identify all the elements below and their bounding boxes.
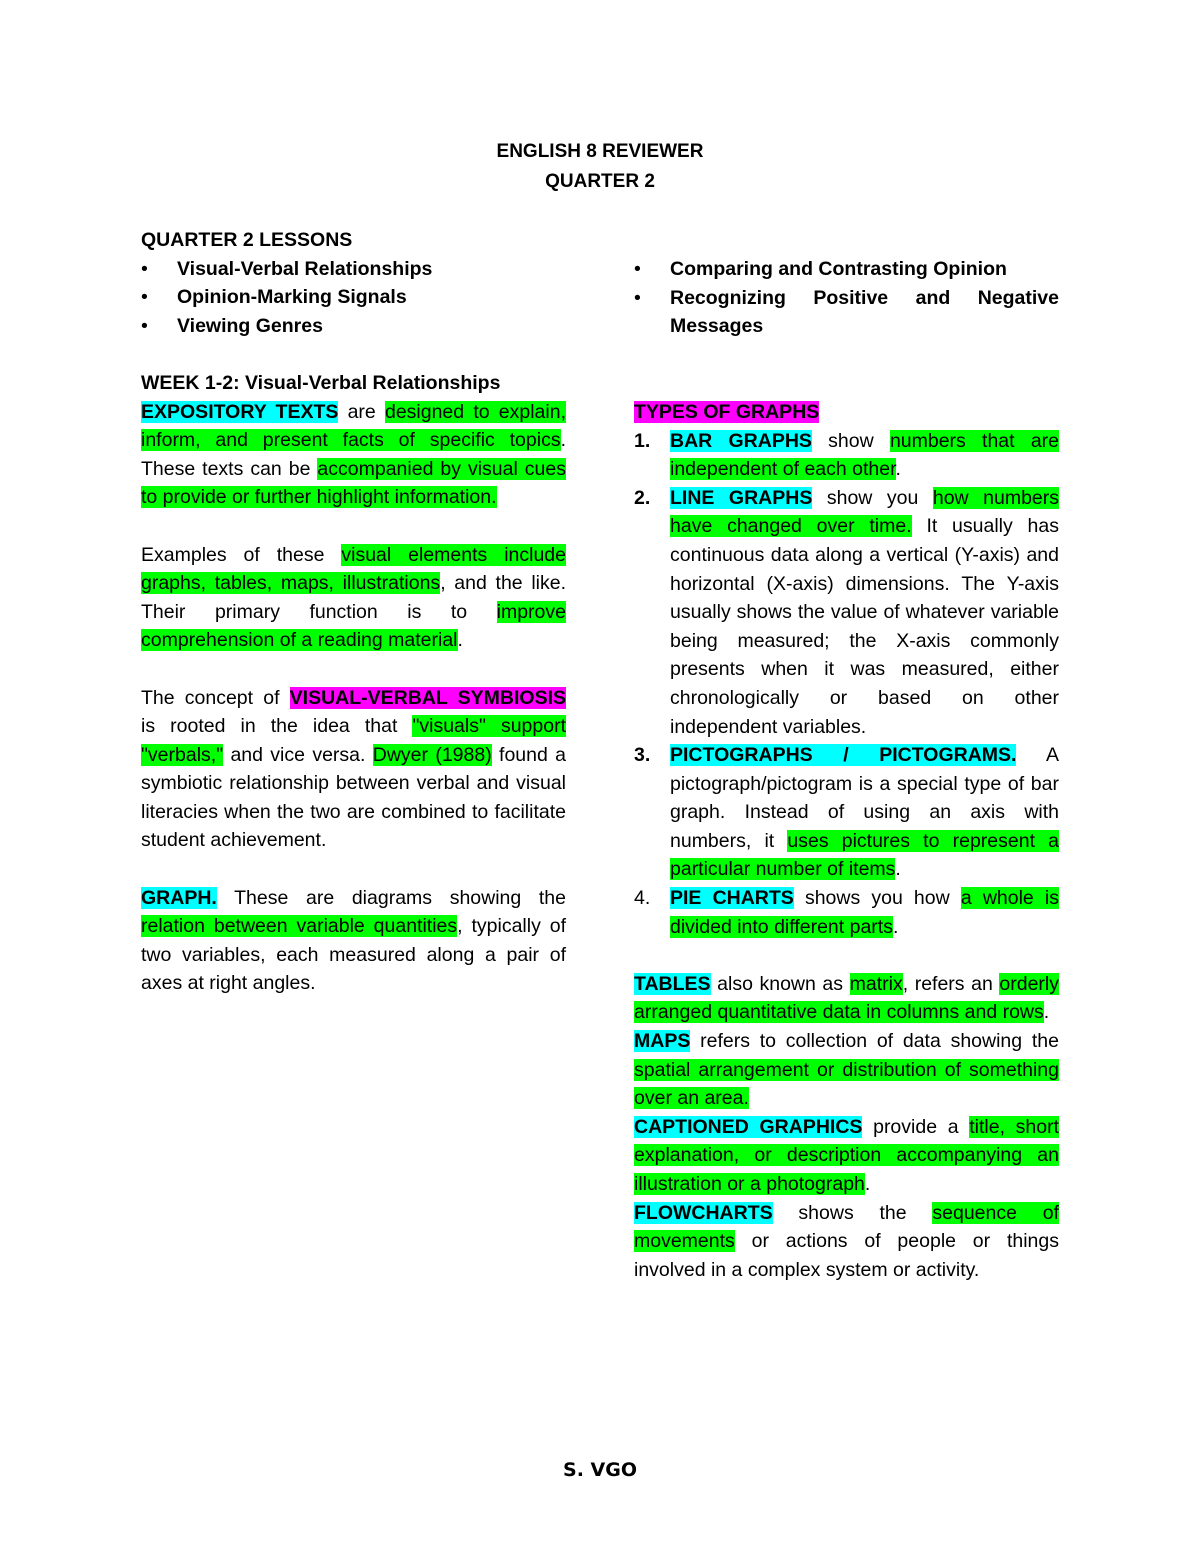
expository-paragraph: EXPOSITORY TEXTS are designed to explain, inform, and present facts of specific topics. These texts can be accompanied by visual cues to provide or further highlight information. [141,400,566,509]
highlight: numbers that are independent of each other [670,429,1059,481]
list-item: • Viewing Genres [141,312,566,341]
flowcharts-paragraph: FLOWCHARTS shows the sequence of movements or actions of people or things involved in a complex system or activity. [634,1201,1059,1281]
highlight: relation between variable quantities [141,915,458,938]
highlight: title, short explanation, or description accompanying an illustration or a photograph [634,1115,1059,1195]
term-bar-graphs: BAR GRAPHS [670,429,812,452]
document-subtitle: QUARTER 2 [545,171,655,192]
highlight: matrix [849,972,903,995]
lessons-heading: QUARTER 2 LESSONS [141,229,353,251]
highlight: how numbers have changed over time. [670,486,1060,538]
list-item-pictographs: 3. PICTOGRAPHS / PICTOGRAMS. A pictograph/pictogram is a special type of bar graph. Instead of using an axis with numbers, it uses pictures to represent a particular number of items. [634,744,1059,881]
bullet-icon: • [141,314,148,337]
bullet-icon: • [141,286,148,309]
lessons-list-left [141,255,566,341]
right-column [634,255,1059,1284]
highlight: sequence of movements [634,1201,1059,1253]
list-item: • Opinion-Marking Signals [141,283,566,312]
highlight: a whole is divided into different parts [670,887,1059,938]
bullet-icon: • [634,258,641,280]
list-item-pie-charts: 4. PIE CHARTS shows you how a whole is divided into different parts. [634,887,1059,938]
term-pie-charts: PIE CHARTS [670,887,794,910]
highlight: accompanied by visual cues to provide or further highlight information. [141,457,566,509]
term-pictographs: PICTOGRAPHS / PICTOGRAMS. [670,744,1017,767]
tables-paragraph: TABLES also known as matrix, refers an orderly arranged quantitative data in columns and rows. [634,972,1059,1024]
highlight: uses pictures to represent a particular number of items [670,829,1059,881]
term-line-graphs: LINE GRAPHS [670,486,813,509]
lessons-list-right [634,255,1059,341]
term-captioned-graphics: CAPTIONED GRAPHICS [634,1115,863,1138]
term-visual-verbal-symbiosis: VISUAL-VERBAL SYMBIOSIS [289,686,566,709]
bullet-icon: • [141,257,148,280]
list-item: • Visual-Verbal Relationships [141,255,566,284]
document-title: ENGLISH 8 REVIEWER [496,141,704,162]
symbiosis-paragraph: The concept of VISUAL-VERBAL SYMBIOSIS is rooted in the idea that "visuals" support "verbals," and vice versa. Dwyer (1988) found a symbiotic relationship between verbal and visual literacies when the two are combined to facilitate student achievement. [141,686,566,852]
list-item-bar-graphs: 1. BAR GRAPHS show numbers that are independent of each other. [634,429,1059,481]
week-heading: WEEK 1-2: Visual-Verbal Relationships [141,371,501,394]
term-graph: GRAPH. [141,886,217,909]
list-item: • Comparing and Contrasting Opinion [634,255,1059,284]
highlight: "visuals" support "verbals," [141,715,566,766]
examples-paragraph: Examples of these visual elements include graphs, tables, maps, illustrations, and the like. Their primary function is to improve comprehension of a reading material. [141,543,567,652]
term-expository-texts: EXPOSITORY TEXTS [141,400,339,423]
term-tables: TABLES [634,972,711,995]
highlight: orderly arranged quantitative data in columns and rows [634,972,1059,1024]
graph-types-list [634,427,1059,942]
list-item-line-graphs: 2. LINE GRAPHS show you how numbers have changed over time. It usually has continuous data along a vertical (Y-axis) and horizontal (X-axis) dimensions. The Y-axis usually shows the value of whatever variable being measured; the X-axis commonly presents when it was measured, either chronologically or based on other independent variables. [634,486,1060,738]
highlight: spatial arrangement or distribution of something over an area. [634,1058,1059,1110]
term-maps: MAPS [634,1030,691,1053]
term-flowcharts: FLOWCHARTS [634,1201,773,1224]
highlight: Dwyer (1988) [372,743,492,766]
list-item: • Recognizing Positive and Negative Messages [634,284,1059,341]
highlight: designed to explain, inform, and present facts of specific topics [141,400,566,452]
types-heading: TYPES OF GRAPHS [634,400,820,423]
maps-paragraph: MAPS refers to collection of data showing the spatial arrangement or distribution of something over an area. [634,1030,1059,1110]
captioned-paragraph: CAPTIONED GRAPHICS provide a title, short explanation, or description accompanying an illustration or a photograph. [634,1115,1059,1195]
highlight: visual elements include graphs, tables, maps, illustrations [141,543,567,595]
graph-paragraph: GRAPH. These are diagrams showing the relation between variable quantities, typically of two variables, each measured along a pair of axes at right angles. [141,886,566,995]
page-footer: S. VGO [563,1459,637,1481]
left-column [141,226,566,998]
bullet-icon: • [634,286,641,309]
highlight: improve comprehension of a reading material [141,600,566,652]
